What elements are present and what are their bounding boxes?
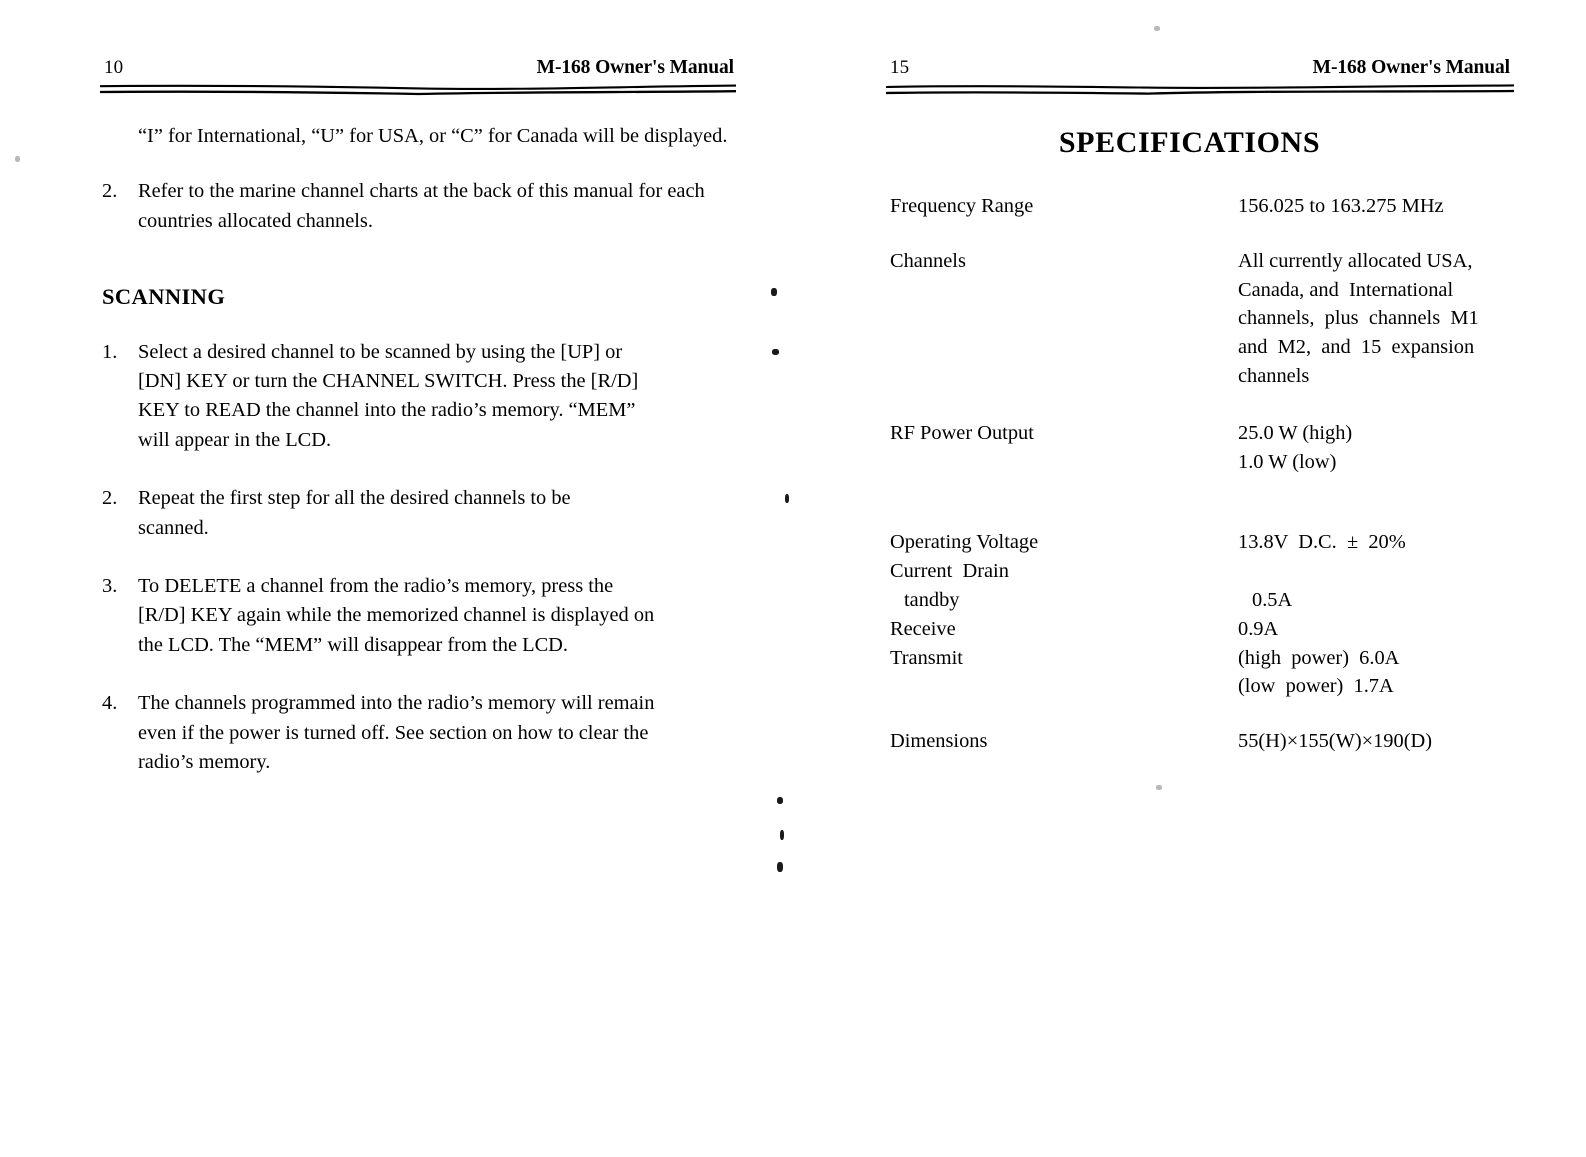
spec-label: RF Power Output [890, 421, 1034, 444]
line: Canada, and International [1238, 278, 1454, 301]
left-running-title: M-168 Owner's Manual [536, 57, 734, 78]
list-item-number: 2. [102, 180, 118, 203]
scan-speckle [785, 494, 789, 503]
list-item-text [138, 572, 734, 660]
right-page-folio: 15 [890, 57, 910, 78]
spec-label: tandby [904, 588, 960, 611]
spec-value [1238, 644, 1520, 702]
line: radio’s memory. [138, 751, 271, 774]
list-item [102, 338, 734, 456]
lead-paragraph: “I” for International, “U” for USA, or “C” for Canada will be displayed. [138, 125, 728, 147]
line: Repeat the first step for all the desired channels to be [138, 487, 571, 510]
list-item-number: 4. [102, 692, 118, 715]
line: scanned. [138, 516, 209, 539]
line: 0.5A [1252, 588, 1293, 611]
scan-speckle [771, 288, 777, 296]
spec-label: Channels [890, 249, 966, 272]
section-heading-scanning: SCANNING [102, 284, 226, 310]
spec-value [1252, 586, 1520, 615]
scan-speckle [15, 156, 20, 162]
right-header-rule [886, 82, 1514, 96]
specifications-title: SPECIFICATIONS [1058, 126, 1321, 159]
scan-speckle [777, 797, 783, 804]
list-item [102, 572, 734, 660]
line: [DN] KEY or turn the CHANNEL SWITCH. Press the [R/D] [138, 370, 639, 393]
spec-row-receive [890, 615, 1520, 644]
spec-row-standby [890, 586, 1520, 615]
line: To DELETE a channel from the radio’s memory, press the [138, 575, 614, 598]
list-item-text [138, 338, 734, 456]
line: will appear in the LCD. [138, 428, 332, 451]
line: channels, plus channels M1 [1238, 307, 1479, 330]
spec-row-channels [890, 247, 1520, 391]
left-body-column [102, 122, 734, 778]
spec-row-frequency-range [890, 192, 1520, 221]
line: 156.025 to 163.275 MHz [1238, 195, 1444, 217]
right-running-head [890, 57, 1510, 79]
list-item [102, 689, 734, 777]
scan-speckle [1154, 26, 1160, 31]
line: The channels programmed into the radio’s memory will remain [138, 692, 655, 715]
left-page-folio: 10 [104, 57, 124, 78]
line: Select a desired channel to be scanned by using the [UP] or [138, 340, 623, 363]
list-item-text [138, 484, 734, 543]
specifications-table [890, 192, 1520, 756]
list-item [102, 484, 734, 543]
spec-row-rf-power-output [890, 419, 1520, 477]
spec-value [1238, 192, 1520, 221]
line: 25.0 W (high) [1238, 421, 1353, 444]
scanning-step-list [102, 338, 734, 778]
line: [R/D] KEY again while the memorized channel is displayed on [138, 604, 655, 627]
list-item-text [138, 689, 734, 777]
spec-row-dimensions [890, 727, 1520, 756]
line: even if the power is turned off. See section on how to clear the [138, 721, 649, 744]
left-running-head [104, 57, 734, 79]
spec-label: Receive [890, 617, 956, 640]
list-item [102, 177, 734, 236]
spec-label: Frequency Range [890, 195, 1034, 217]
line: 0.9A [1238, 617, 1279, 640]
spec-value [1238, 615, 1520, 644]
spec-row-current-drain [890, 557, 1520, 586]
spec-row-operating-voltage [890, 528, 1520, 557]
left-header-rule [100, 82, 736, 96]
spec-row-transmit [890, 644, 1520, 702]
line: (low power) 1.7A [1238, 675, 1394, 698]
line: channels [1238, 364, 1310, 387]
line: All currently allocated USA, [1238, 249, 1473, 272]
scan-speckle [1156, 785, 1162, 790]
line: 55(H)×155(W)×190(D) [1238, 730, 1432, 753]
pre-section-step-list [102, 177, 734, 236]
right-running-title: M-168 Owner's Manual [1312, 57, 1510, 78]
scan-speckle [780, 830, 784, 840]
spec-label: Transmit [890, 646, 963, 669]
line: the LCD. The “MEM” will disappear from the LCD. [138, 633, 568, 656]
line: and M2, and 15 expansion [1238, 336, 1475, 359]
scan-speckle [777, 862, 783, 872]
scan-speckle [772, 349, 779, 355]
spec-value [1238, 727, 1520, 756]
spec-value [1238, 247, 1520, 391]
line: 1.0 W (low) [1238, 450, 1337, 473]
list-item-number: 3. [102, 575, 118, 598]
spec-label: Current Drain [890, 560, 1009, 583]
line: 13.8V D.C. ± 20% [1238, 531, 1406, 554]
spec-label: Operating Voltage [890, 531, 1039, 554]
spec-label: Dimensions [890, 730, 988, 753]
spec-value [1238, 419, 1520, 477]
line: KEY to READ the channel into the radio’s memory. “MEM” [138, 399, 636, 422]
list-item-text: Refer to the marine channel charts at the back of this manual for each countries allocated channels. [138, 180, 705, 232]
list-item-number: 1. [102, 340, 118, 363]
spec-value [1238, 528, 1520, 557]
right-page [793, 0, 1586, 1157]
line: (high power) 6.0A [1238, 646, 1400, 669]
list-item-number: 2. [102, 487, 118, 510]
